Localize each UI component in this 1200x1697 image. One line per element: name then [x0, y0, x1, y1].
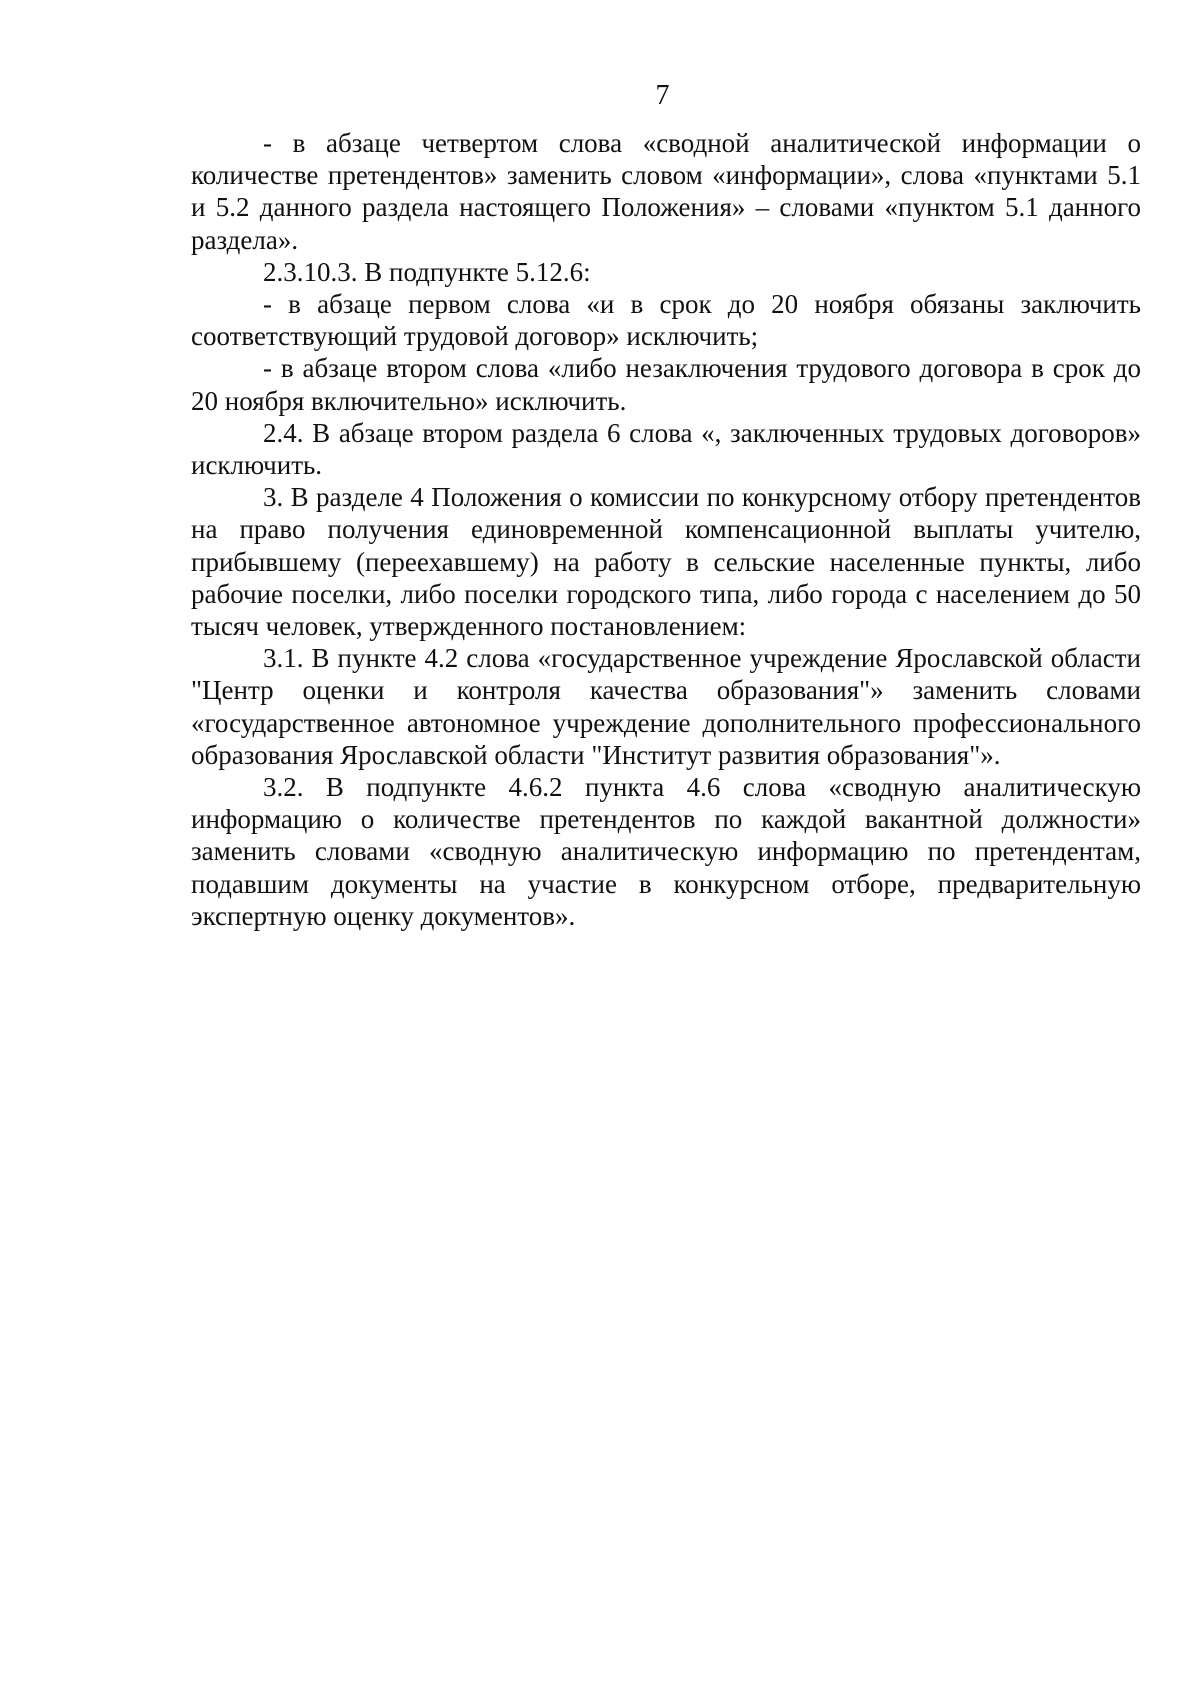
paragraph-2-4: 2.4. В абзаце втором раздела 6 слова «, заключенных трудовых договоров» исключить. — [191, 417, 1141, 481]
paragraph-3: 3. В разделе 4 Положения о комиссии по конкурсному отбору претендентов на право получения единовременной компенсационной выплаты учителю, прибывшему (переехавшему) на работу в сельские населенные пункты, либо рабочие поселки, либо поселки городского типа, либо города с населением до 50 тысяч человек, утвержденного постановлением: — [191, 482, 1141, 642]
paragraph-abzac-4: - в абзаце четвертом слова «сводной аналитической информации о количестве претендентов» заменить словом «информации», слова «пунктами 5.1 и 5.2 данного раздела настоящего Положения» – словами «пунктом 5.1 данного раздела». — [191, 128, 1141, 255]
paragraph-3-2: 3.2. В подпункте 4.6.2 пункта 4.6 слова «сводную аналитическую информацию о количестве претендентов по каждой вакантной должности» заменить словами «сводную аналитическую информацию по претендентам, подавшим документы на участие в конкурсном отборе, предварительную экспертную оценку документов». — [191, 772, 1141, 931]
paragraph-abzac-1: - в абзаце первом слова «и в срок до 20 ноября обязаны заключить соответствующий трудовой договор» исключить; — [191, 289, 1141, 352]
page-number: 7 — [655, 80, 670, 111]
document-body — [191, 127, 1141, 932]
paragraph-abzac-2: - в абзаце втором слова «либо незаключения трудового договора в срок до 20 ноября включительно» исключить. — [191, 353, 1141, 416]
paragraph-2-3-10-3: 2.3.10.3. В подпункте 5.12.6: — [263, 256, 591, 287]
paragraph-3-1: 3.1. В пункте 4.2 слова «государственное учреждение Ярославской области "Центр оценки и контроля качества образования"» заменить словами «государственное автономное учреждение дополнительного профессионального образования Ярославской области "Институт развития образования"». — [191, 643, 1141, 770]
